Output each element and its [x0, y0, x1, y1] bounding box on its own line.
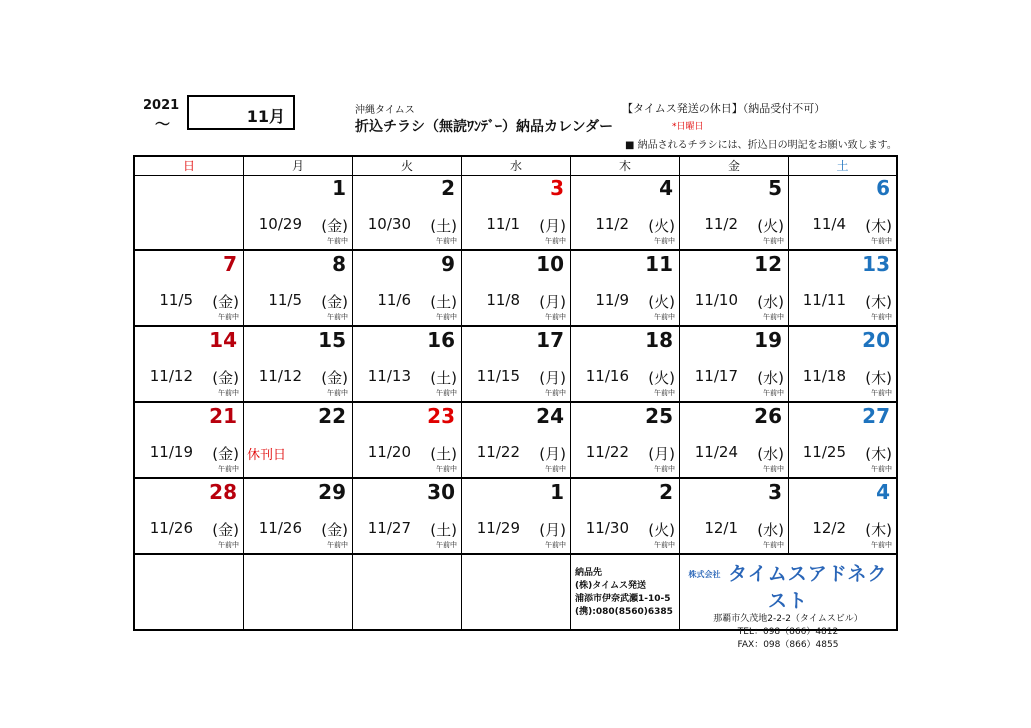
day-cell: [135, 479, 244, 553]
day-cell: [135, 403, 244, 477]
day-number: 23: [427, 404, 455, 428]
delivery-date: 11/12: [258, 367, 302, 385]
delivery-date: 11/18: [802, 367, 846, 385]
footer-empty: [462, 555, 571, 629]
day-number: 10: [536, 252, 564, 276]
delivery-weekday: (月): [539, 217, 566, 235]
footer-row: [135, 555, 896, 650]
delivery-date: 11/29: [476, 519, 520, 537]
day-cell: [244, 479, 353, 553]
tilde-label: ～: [155, 115, 171, 133]
delivery-date: 11/16: [585, 367, 629, 385]
day-cell: [789, 175, 896, 249]
delivery-date: 11/8: [486, 291, 520, 309]
delivery-date: 11/12: [149, 367, 193, 385]
day-number: 30: [427, 480, 455, 504]
delivery-name: (株)タイムス発送: [575, 581, 647, 591]
day-number: 26: [754, 404, 782, 428]
delivery-time: 午前中: [218, 465, 239, 473]
delivery-weekday: (月): [648, 445, 675, 463]
delivery-time: 午前中: [871, 389, 892, 397]
delivery-time: 午前中: [545, 237, 566, 245]
day-number: 13: [862, 252, 890, 276]
day-cell: [680, 175, 789, 249]
day-number: 1: [550, 480, 564, 504]
delivery-time: 午前中: [763, 465, 784, 473]
day-number: 17: [536, 328, 564, 352]
day-cell: [571, 327, 680, 401]
delivery-weekday: (木): [865, 445, 892, 463]
logo-prefix: 株式会社: [688, 570, 721, 579]
delivery-time: 午前中: [436, 313, 457, 321]
company-tel: TEL：098（866）4812: [737, 627, 839, 637]
delivery-date: 11/1: [486, 215, 520, 233]
delivery-time: 午前中: [545, 313, 566, 321]
day-cell: [244, 403, 353, 477]
delivery-weekday: (火): [648, 521, 675, 539]
delivery-date: 11/26: [149, 519, 193, 537]
day-number: 21: [209, 404, 237, 428]
delivery-time: 午前中: [763, 541, 784, 549]
day-cell: [571, 175, 680, 249]
delivery-weekday: (土): [430, 445, 457, 463]
company-fax: FAX：098（866）4855: [737, 640, 839, 650]
day-number: 4: [659, 176, 673, 200]
delivery-time: 午前中: [654, 465, 675, 473]
delivery-date: 11/6: [377, 291, 411, 309]
day-cell: [462, 175, 571, 249]
delivery-date: 11/2: [595, 215, 629, 233]
day-cell: [789, 251, 896, 325]
delivery-time: 午前中: [218, 389, 239, 397]
delivery-address: 浦添市伊奈武瀬1-10-5: [575, 594, 671, 604]
day-cell: [462, 251, 571, 325]
delivery-date: 11/15: [476, 367, 520, 385]
weekday-header: [135, 157, 896, 176]
delivery-time: 午前中: [218, 313, 239, 321]
month-label: 11月: [246, 107, 285, 126]
day-number: 2: [659, 480, 673, 504]
day-cell: [789, 479, 896, 553]
delivery-weekday: (木): [865, 369, 892, 387]
day-cell: [244, 327, 353, 401]
day-cell: [680, 251, 789, 325]
week-row: [135, 403, 896, 479]
day-number: 15: [318, 328, 346, 352]
week-row: [135, 175, 896, 251]
delivery-destination: [571, 555, 680, 629]
delivery-time: 午前中: [871, 313, 892, 321]
day-cell: [571, 251, 680, 325]
delivery-calendar: [133, 155, 898, 650]
delivery-date: 11/10: [694, 291, 738, 309]
delivery-date: 11/30: [585, 519, 629, 537]
day-number: 7: [223, 252, 237, 276]
holiday-title: 【タイムス発送の休日】（納品受付不可）: [622, 102, 826, 115]
day-number: 22: [318, 404, 346, 428]
delivery-weekday: (木): [865, 521, 892, 539]
week-row: [135, 327, 896, 403]
delivery-weekday: (金): [321, 217, 348, 235]
delivery-weekday: (火): [648, 217, 675, 235]
delivery-time: 午前中: [545, 465, 566, 473]
delivery-time: 午前中: [763, 313, 784, 321]
day-cell: [353, 251, 462, 325]
delivery-time: 午前中: [218, 541, 239, 549]
company-logo: [680, 559, 896, 613]
day-number: 12: [754, 252, 782, 276]
delivery-time: 午前中: [654, 541, 675, 549]
delivery-weekday: (土): [430, 217, 457, 235]
weekday-sat: 土: [836, 159, 849, 173]
day-number: 6: [876, 176, 890, 200]
day-cell: [680, 403, 789, 477]
delivery-time: 午前中: [763, 389, 784, 397]
delivery-date: 11/22: [476, 443, 520, 461]
delivery-weekday: (水): [757, 369, 784, 387]
org-name: 沖縄タイムス: [355, 105, 415, 116]
delivery-date: 11/13: [367, 367, 411, 385]
delivery-weekday: (金): [212, 369, 239, 387]
delivery-date: 11/11: [802, 291, 846, 309]
day-cell: [462, 403, 571, 477]
delivery-weekday: (金): [321, 293, 348, 311]
weekday-thu: 木: [571, 157, 680, 175]
day-number: 3: [768, 480, 782, 504]
closed-label: 休刊日: [247, 448, 287, 463]
day-number: 1: [332, 176, 346, 200]
delivery-weekday: (水): [757, 521, 784, 539]
day-number: 16: [427, 328, 455, 352]
day-cell: [244, 175, 353, 249]
footer-empty: [135, 555, 244, 629]
delivery-time: 午前中: [654, 237, 675, 245]
delivery-date: 11/26: [258, 519, 302, 537]
delivery-date: 12/1: [704, 519, 738, 537]
delivery-weekday: (金): [212, 445, 239, 463]
day-number: 18: [645, 328, 673, 352]
day-cell: [353, 403, 462, 477]
weekday-mon: 月: [244, 157, 353, 175]
delivery-date: 11/27: [367, 519, 411, 537]
holiday-note: *日曜日: [672, 122, 704, 132]
delivery-time: 午前中: [327, 389, 348, 397]
day-cell: [462, 479, 571, 553]
delivery-label: 納品先: [575, 568, 603, 578]
company-info: [680, 555, 896, 650]
day-number: 19: [754, 328, 782, 352]
logo-text: タイムスアドネクスト: [728, 563, 888, 612]
delivery-time: 午前中: [327, 541, 348, 549]
delivery-time: 午前中: [545, 541, 566, 549]
delivery-date: 10/29: [258, 215, 302, 233]
month-box: [187, 95, 295, 130]
document-title: 折込チラシ（無読ﾜﾝﾃﾞｰ）納品カレンダー: [355, 119, 614, 135]
delivery-date: 11/17: [694, 367, 738, 385]
day-cell: [680, 327, 789, 401]
delivery-time: 午前中: [871, 465, 892, 473]
delivery-date: 11/24: [694, 443, 738, 461]
weekday-fri: 金: [680, 157, 789, 175]
delivery-weekday: (金): [212, 293, 239, 311]
day-number: 14: [209, 328, 237, 352]
day-cell: [135, 175, 244, 249]
weekday-sun: 日: [135, 157, 244, 175]
delivery-weekday: (木): [865, 293, 892, 311]
delivery-weekday: (金): [321, 369, 348, 387]
delivery-date: 11/2: [704, 215, 738, 233]
day-number: 4: [876, 480, 890, 504]
delivery-date: 11/22: [585, 443, 629, 461]
delivery-weekday: (金): [212, 521, 239, 539]
day-number: 3: [550, 176, 564, 200]
weekday-tue: 火: [353, 157, 462, 175]
delivery-time: 午前中: [436, 389, 457, 397]
day-number: 8: [332, 252, 346, 276]
day-cell: [244, 251, 353, 325]
day-number: 2: [441, 176, 455, 200]
weekday-wed: 水: [462, 157, 571, 175]
day-number: 28: [209, 480, 237, 504]
delivery-date: 11/20: [367, 443, 411, 461]
delivery-time: 午前中: [654, 389, 675, 397]
delivery-date: 11/5: [159, 291, 193, 309]
footer-empty: [244, 555, 353, 629]
day-number: 9: [441, 252, 455, 276]
delivery-date: 11/9: [595, 291, 629, 309]
delivery-time: 午前中: [871, 237, 892, 245]
day-cell: [571, 479, 680, 553]
year-label: 2021: [143, 98, 180, 113]
day-cell: [462, 327, 571, 401]
delivery-weekday: (月): [539, 521, 566, 539]
company-address: 那覇市久茂地2-2-2（タイムスビル）: [713, 614, 863, 624]
delivery-weekday: (木): [865, 217, 892, 235]
day-cell: [135, 251, 244, 325]
footer-empty: [353, 555, 462, 629]
delivery-phone: (携):080(8560)6385: [575, 607, 673, 617]
delivery-date: 10/30: [367, 215, 411, 233]
delivery-weekday: (月): [539, 369, 566, 387]
delivery-weekday: (月): [539, 293, 566, 311]
delivery-time: 午前中: [436, 541, 457, 549]
day-cell: [353, 175, 462, 249]
day-cell: [789, 403, 896, 477]
delivery-time: 午前中: [436, 237, 457, 245]
delivery-weekday: (土): [430, 369, 457, 387]
delivery-date: 11/19: [149, 443, 193, 461]
delivery-weekday: (土): [430, 521, 457, 539]
day-cell: [571, 403, 680, 477]
delivery-weekday: (火): [648, 369, 675, 387]
delivery-time: 午前中: [436, 465, 457, 473]
delivery-date: 12/2: [812, 519, 846, 537]
day-cell: [353, 479, 462, 553]
delivery-weekday: (金): [321, 521, 348, 539]
day-number: 25: [645, 404, 673, 428]
delivery-weekday: (水): [757, 445, 784, 463]
delivery-date: 11/5: [268, 291, 302, 309]
delivery-weekday: (水): [757, 293, 784, 311]
delivery-time: 午前中: [654, 313, 675, 321]
delivery-notice: ■ 納品されるチラシには、折込日の明記をお願い致します。: [625, 140, 897, 151]
day-number: 27: [862, 404, 890, 428]
day-number: 5: [768, 176, 782, 200]
delivery-time: 午前中: [327, 313, 348, 321]
delivery-time: 午前中: [871, 541, 892, 549]
day-number: 29: [318, 480, 346, 504]
delivery-weekday: (火): [757, 217, 784, 235]
delivery-weekday: (土): [430, 293, 457, 311]
delivery-date: 11/4: [812, 215, 846, 233]
delivery-date: 11/25: [802, 443, 846, 461]
day-cell: [353, 327, 462, 401]
delivery-time: 午前中: [327, 237, 348, 245]
day-cell: [135, 327, 244, 401]
delivery-time: 午前中: [763, 237, 784, 245]
day-cell: [680, 479, 789, 553]
week-row: [135, 479, 896, 555]
day-number: 11: [645, 252, 673, 276]
delivery-weekday: (月): [539, 445, 566, 463]
delivery-weekday: (火): [648, 293, 675, 311]
delivery-time: 午前中: [545, 389, 566, 397]
day-number: 20: [862, 328, 890, 352]
week-row: [135, 251, 896, 327]
day-cell: [789, 327, 896, 401]
day-number: 24: [536, 404, 564, 428]
